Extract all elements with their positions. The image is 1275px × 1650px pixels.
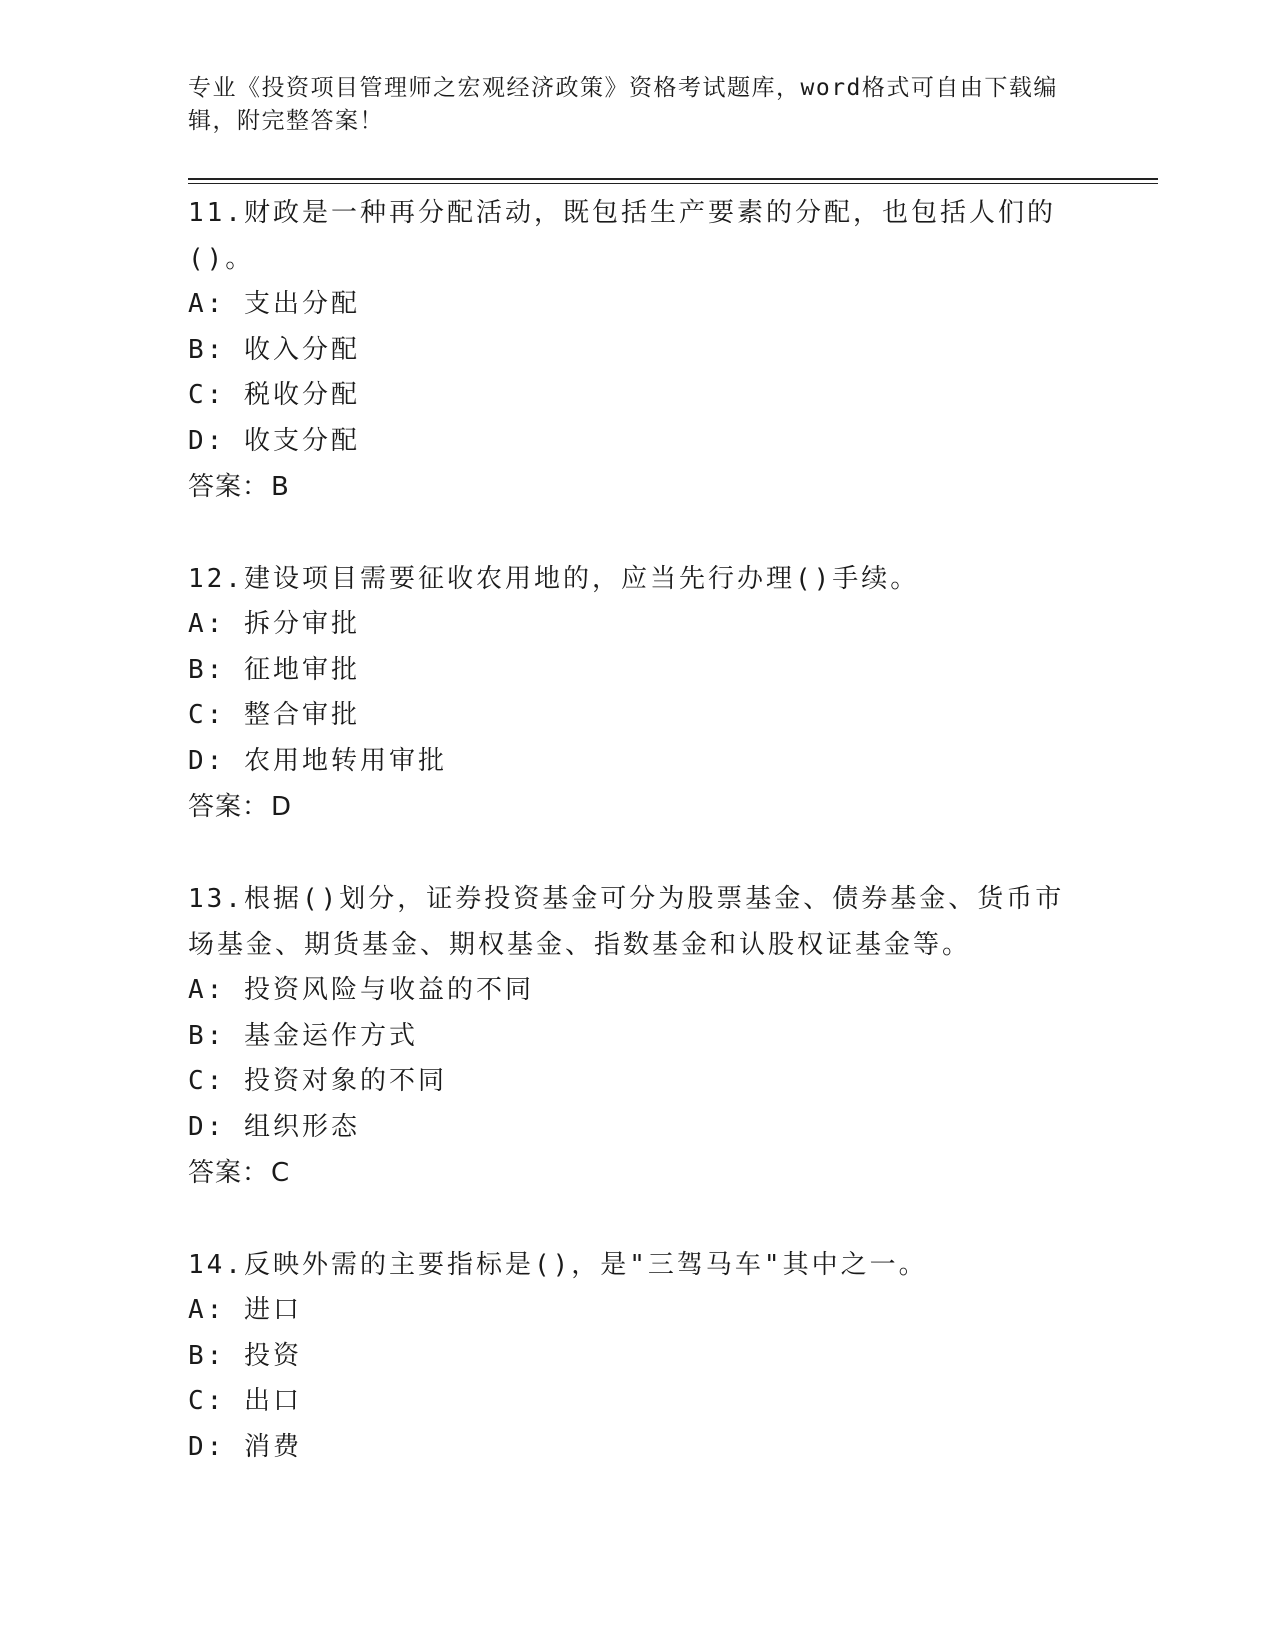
question-stem: 14.反映外需的主要指标是()，是"三驾马车"其中之一。 [188, 1250, 928, 1280]
answer-line [188, 1150, 1088, 1196]
document-intro: 专业《投资项目管理师之宏观经济政策》资格考试题库，word格式可自由下载编辑，附完整答案！ [188, 75, 1058, 134]
option-c: C: 整合审批 [188, 700, 360, 730]
answer-label: 答案： [188, 472, 270, 502]
answer-value: D [271, 792, 293, 822]
option-b: B: 基金运作方式 [188, 1020, 418, 1051]
question-stem: 13.根据()划分，证券投资基金可分为股票基金、债券基金、货币市场基金、期货基金、期权基金、指数基金和认股权证基金等。 [188, 884, 1065, 960]
option-d: D: 农用地转用审批 [188, 745, 447, 776]
option-b: B: 征地审批 [188, 654, 360, 685]
answer-value: B [271, 472, 290, 502]
header-divider-thick [188, 178, 1158, 180]
option-d: D: 组织形态 [188, 1111, 360, 1142]
question-13 [188, 876, 1088, 1196]
option-a: A: 进口 [188, 1295, 302, 1325]
option-a: A: 投资风险与收益的不同 [188, 975, 534, 1005]
header-divider-thin [188, 183, 1158, 184]
question-stem: 12.建设项目需要征收农用地的，应当先行办理()手续。 [188, 564, 920, 594]
option-b: B: 投资 [188, 1340, 302, 1371]
answer-label: 答案： [188, 1158, 270, 1188]
question-14 [188, 1242, 1088, 1470]
option-b: B: 收入分配 [188, 334, 360, 365]
question-11 [188, 190, 1088, 510]
option-c: C: 投资对象的不同 [188, 1066, 447, 1096]
question-stem: 11.财政是一种再分配活动，既包括生产要素的分配，也包括人们的()。 [188, 198, 1056, 274]
option-c: C: 出口 [188, 1386, 302, 1416]
answer-value: C [271, 1158, 291, 1188]
answer-line [188, 784, 1088, 830]
option-a: A: 拆分审批 [188, 609, 360, 639]
question-12 [188, 556, 1088, 830]
answer-line [188, 464, 1088, 510]
option-d: D: 消费 [188, 1431, 302, 1462]
option-d: D: 收支分配 [188, 425, 360, 456]
option-a: A: 支出分配 [188, 289, 360, 319]
question-list [188, 190, 1088, 1516]
answer-label: 答案： [188, 792, 270, 822]
option-c: C: 税收分配 [188, 380, 360, 410]
